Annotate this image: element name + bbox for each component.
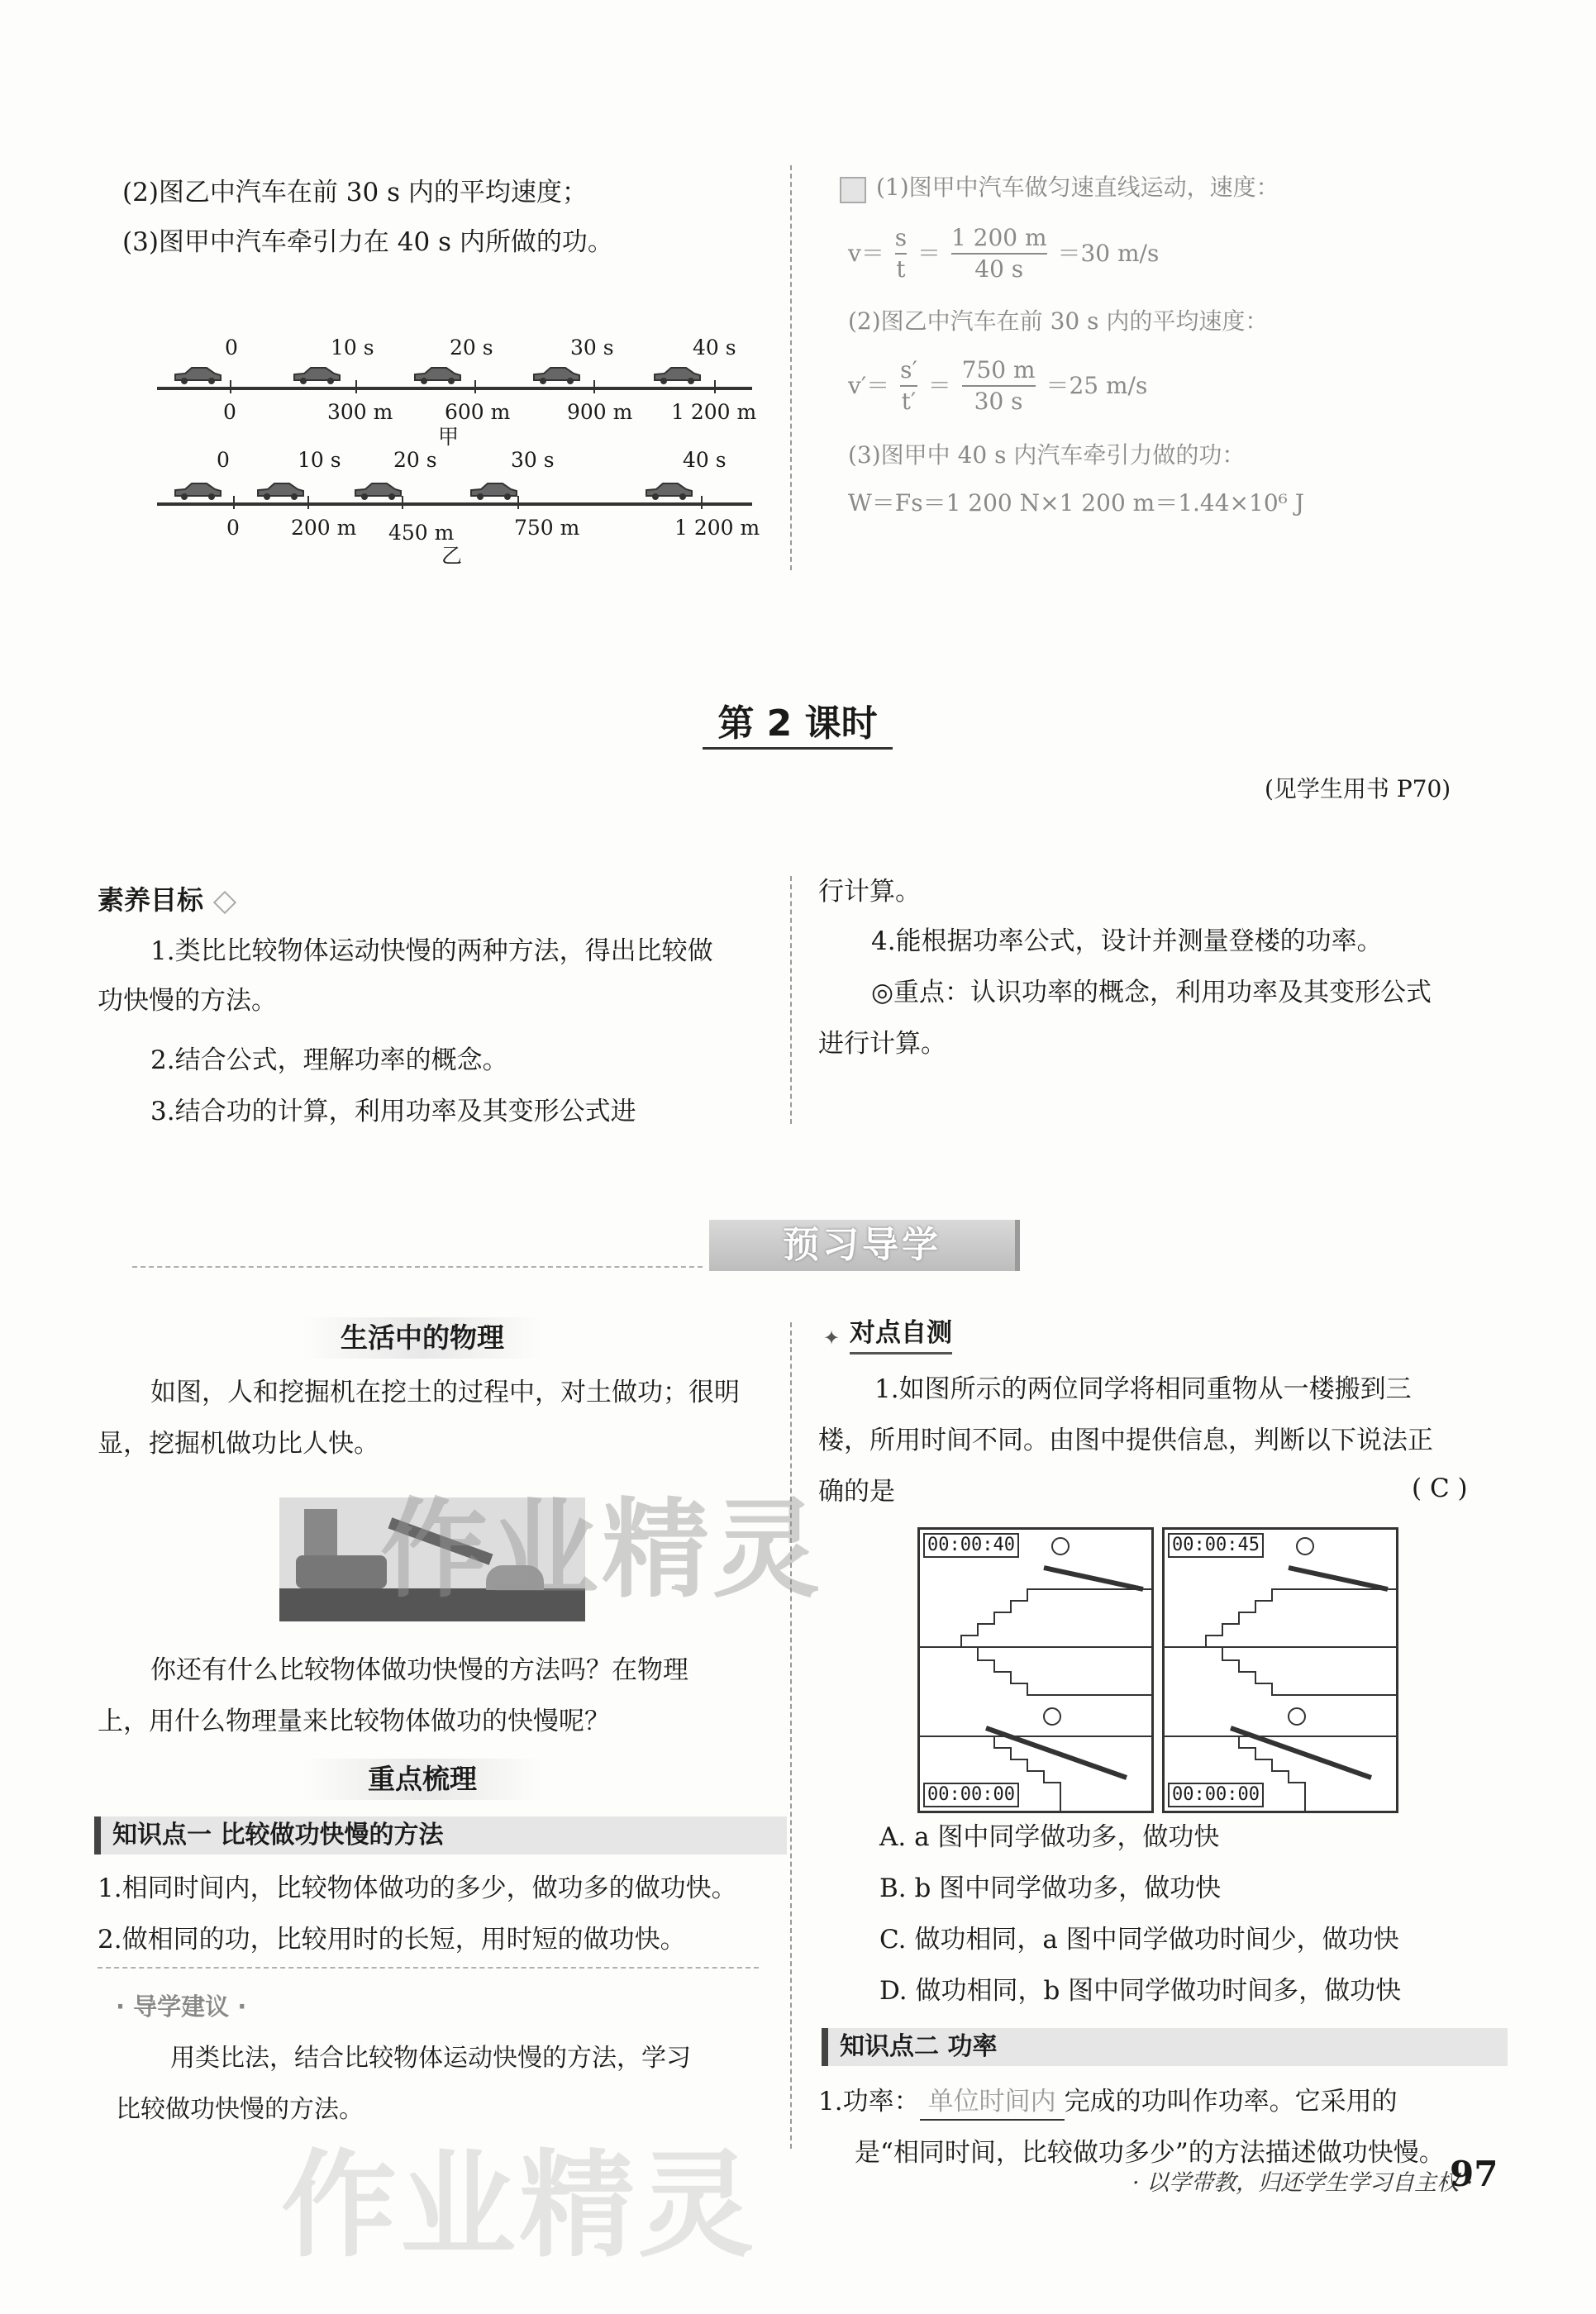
page-number: 97	[1450, 2154, 1498, 2194]
goal-4: 4.能根据功率公式，设计并测量登楼的功率。	[871, 926, 1383, 956]
suggestion-line-1: 用类比法，结合比较物体运动快慢的方法，学习	[170, 2044, 691, 2073]
solution-icon	[840, 177, 866, 203]
key-points-heading: 重点梳理	[368, 1763, 477, 1795]
jia-dist-900: 900 m	[567, 400, 633, 424]
car-icon	[352, 481, 403, 501]
yi-label: 乙	[441, 544, 463, 568]
car-icon	[412, 365, 463, 385]
option-b: B. b 图中同学做功多，做功快	[879, 1874, 1222, 1903]
option-a: A. a 图中同学做功多，做功快	[879, 1822, 1220, 1852]
banner-rule-left	[132, 1266, 703, 1268]
car-icon	[531, 365, 582, 385]
formula-2-frac-num: s′	[900, 355, 917, 387]
solution-formula-1	[848, 223, 1159, 284]
jia-time-30s: 30 s	[570, 336, 614, 359]
solution-line-3: (3)图甲中 40 s 内汽车牵引力做的功：	[848, 441, 1246, 469]
kp1-rule	[98, 1967, 759, 1969]
staircase-drawing-a	[920, 1530, 1151, 1811]
car-diagram-yi	[157, 443, 760, 575]
formula-2-frac-den: t′	[901, 388, 917, 415]
stairs-figure-b	[1162, 1527, 1398, 1813]
life-physics-p1-line-2: 显，挖掘机做功比人快。	[98, 1429, 379, 1459]
jia-dist-300: 300 m	[327, 400, 393, 424]
timer-a-top: 00:00:40	[923, 1533, 1019, 1558]
yi-time-10s: 10 s	[298, 448, 341, 472]
self-test-heading: 对点自测	[850, 1314, 952, 1355]
jia-time-0: 0	[225, 336, 238, 359]
power-definition-line-2: 是“相同时间，比较做功多少”的方法描述做功快慢。	[855, 2138, 1445, 2168]
formula-2-eq: ＝	[927, 372, 951, 399]
knowledge-point-2-title: 知识点二 功率	[822, 2028, 1508, 2066]
stairs-figure-a	[917, 1527, 1154, 1813]
question-1-line-3: 确的是	[818, 1477, 895, 1507]
yi-dist-1200: 1 200 m	[674, 516, 760, 540]
power-suffix: 完成的功叫作功率。它采用的	[1064, 2087, 1398, 2116]
timer-a-bottom: 00:00:00	[923, 1783, 1019, 1807]
formula-2-rhs: ＝25 m/s	[1046, 372, 1148, 399]
goals-heading-deco	[213, 891, 236, 914]
yi-dist-750: 750 m	[514, 516, 580, 540]
life-physics-p1-line-1: 如图，人和挖掘机在挖土的过程中，对土做功；很明	[150, 1378, 740, 1407]
life-physics-heading: 生活中的物理	[341, 1321, 504, 1354]
formula-2-frac2-den: 30 s	[974, 388, 1023, 415]
car-diagram-jia	[157, 331, 760, 455]
formula-1-frac2-num: 1 200 m	[951, 223, 1047, 255]
goals-heading: 素养目标	[98, 884, 204, 916]
formula-2-frac2-num: 750 m	[962, 355, 1036, 387]
lower-column-divider	[790, 1322, 792, 2149]
formula-1-frac-num: s	[895, 223, 907, 255]
jia-time-10s: 10 s	[331, 336, 374, 359]
column-divider	[790, 165, 792, 570]
question-1-answer: ( C )	[1412, 1474, 1468, 1503]
goal-1-line-2: 功快慢的方法。	[98, 986, 277, 1016]
formula-2-lhs: v′＝	[848, 372, 890, 399]
question-1-line-2: 楼，所用时间不同。由图中提供信息，判断以下说法正	[818, 1426, 1433, 1455]
power-prefix: 1.功率：	[818, 2087, 920, 2116]
yi-time-20s: 20 s	[393, 448, 437, 472]
key-point-line-1: ◎重点：认识功率的概念，利用功率及其变形公式	[871, 978, 1432, 1007]
question-3-text: (3)图甲中汽车牵引力在 40 s 内所做的功。	[122, 227, 613, 257]
banner	[709, 1220, 1020, 1271]
suggestion-line-2: 比较做功快慢的方法。	[116, 2095, 364, 2124]
car-icon	[255, 481, 306, 501]
yi-time-40s: 40 s	[683, 448, 727, 472]
life-physics-p2-line-2: 上，用什么物理量来比较物体做功的快慢呢？	[98, 1707, 610, 1736]
goal-2: 2.结合公式，理解功率的概念。	[150, 1045, 508, 1075]
knowledge-point-1-item-2: 2.做相同的功，比较用时的长短，用时短的做功快。	[98, 1925, 686, 1955]
knowledge-point-1-title: 知识点一 比较做功快慢的方法	[94, 1816, 787, 1855]
yi-dist-0: 0	[226, 516, 240, 540]
solution-formula-3: W＝Fs＝1 200 N×1 200 m＝1.44×10⁶ J	[848, 489, 1304, 517]
solution-line-2: (2)图乙中汽车在前 30 s 内的平均速度：	[848, 307, 1269, 335]
question-2-text: (2)图乙中汽车在前 30 s 内的平均速度；	[122, 178, 588, 207]
car-icon	[291, 365, 342, 385]
goal-1-line-1: 1.类比比较物体运动快慢的两种方法，得出比较做	[150, 936, 713, 966]
car-icon	[468, 481, 519, 501]
banner-title: 预习导学	[783, 1224, 941, 1266]
formula-1-frac-den: t	[896, 255, 906, 283]
footer-slogan: · 以学带教，归还学生学习自主权 ·	[1132, 2170, 1474, 2196]
jia-dist-1200: 1 200 m	[671, 400, 757, 424]
watermark-center: 作业精灵	[380, 1487, 824, 1612]
yi-time-30s: 30 s	[511, 448, 555, 472]
life-physics-p2-line-1: 你还有什么比较物体做功快慢的方法吗？在物理	[150, 1655, 688, 1685]
reference-note: (见学生用书 P70)	[1265, 775, 1451, 802]
formula-1-lhs: v＝	[848, 240, 884, 267]
yi-dist-450: 450 m	[388, 521, 455, 545]
car-icon	[643, 481, 694, 501]
watermark-bottom: 作业精灵	[281, 2139, 758, 2274]
power-blank: 单位时间内	[920, 2084, 1065, 2121]
lesson-title: 第 2 课时	[703, 701, 893, 750]
formula-1-rhs: ＝30 m/s	[1057, 240, 1160, 267]
jia-label: 甲	[438, 425, 460, 449]
car-icon	[651, 365, 703, 385]
car-icon	[172, 365, 223, 385]
self-test-star-icon: ✦	[823, 1326, 841, 1350]
solution-line-1: (1)图甲中汽车做匀速直线运动，速度：	[876, 174, 1279, 201]
jia-dist-600: 600 m	[445, 400, 511, 424]
suggestion-title: · 导学建议 ·	[116, 1993, 247, 2021]
question-1-line-1: 1.如图所示的两位同学将相同重物从一楼搬到三	[874, 1374, 1412, 1404]
jia-dist-0: 0	[223, 400, 236, 424]
formula-1-frac2-den: 40 s	[974, 255, 1024, 283]
power-definition-line-1	[818, 2084, 1398, 2121]
yi-time-0: 0	[217, 448, 230, 472]
jia-time-40s: 40 s	[693, 336, 736, 359]
formula-1-eq: ＝	[917, 240, 941, 267]
goal-3-line-1: 3.结合功的计算，利用功率及其变形公式进	[150, 1097, 636, 1126]
solution-formula-2	[848, 355, 1147, 417]
option-c: C. 做功相同，a 图中同学做功时间少，做功快	[879, 1925, 1399, 1955]
timer-b-bottom: 00:00:00	[1168, 1783, 1264, 1807]
option-d: D. 做功相同，b 图中同学做功时间多，做功快	[879, 1976, 1402, 2006]
yi-dist-200: 200 m	[291, 516, 357, 540]
car-icon	[172, 481, 223, 501]
goals-divider	[790, 876, 792, 1124]
knowledge-point-1-item-1: 1.相同时间内，比较物体做功的多少，做功多的做功快。	[98, 1874, 737, 1903]
key-point-line-2: 进行计算。	[818, 1029, 946, 1059]
jia-time-20s: 20 s	[450, 336, 493, 359]
goal-3-line-2: 行计算。	[818, 877, 921, 907]
staircase-drawing-b	[1165, 1530, 1396, 1811]
timer-b-top: 00:00:45	[1168, 1533, 1264, 1558]
